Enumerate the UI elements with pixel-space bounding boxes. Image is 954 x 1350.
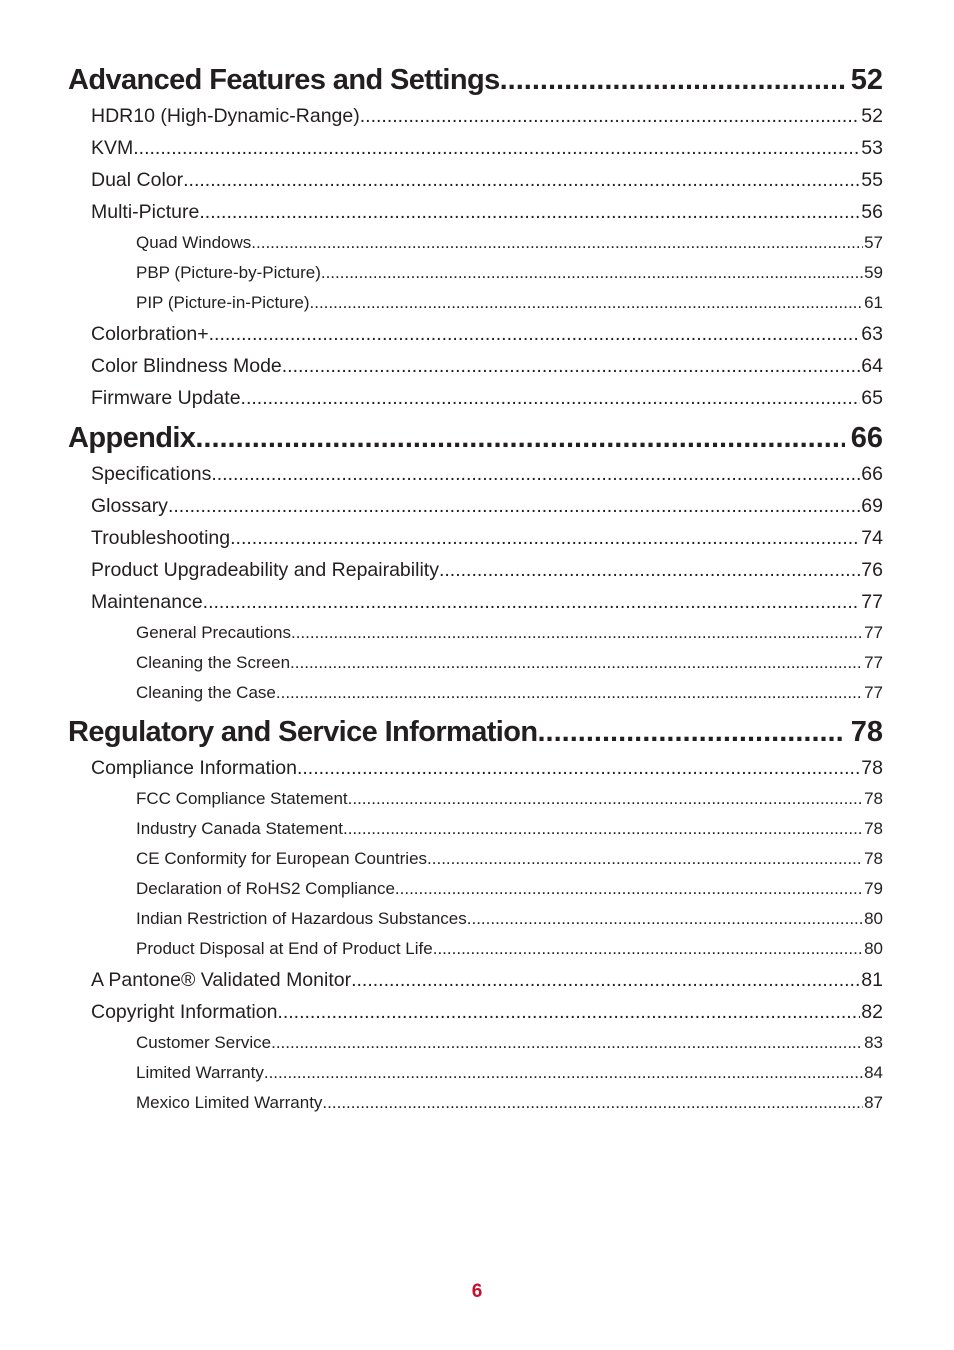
toc-entry-title: Compliance Information <box>91 757 297 779</box>
toc-entry-page: 65 <box>861 387 883 409</box>
toc-entry[interactable] <box>68 458 883 490</box>
toc-entry-page: 84 <box>864 1063 883 1082</box>
toc-entry-page: 52 <box>850 64 883 96</box>
toc-entry-title: Cleaning the Case <box>136 683 276 702</box>
dot-leader <box>211 458 860 490</box>
dot-leader <box>467 904 863 934</box>
toc-entry[interactable] <box>68 100 883 132</box>
toc-entry-title: Customer Service <box>136 1033 272 1052</box>
toc-entry-title: PIP (Picture-in-Picture) <box>136 293 310 312</box>
dot-leader <box>500 62 845 98</box>
dot-leader <box>282 350 861 382</box>
toc-entry[interactable] <box>68 196 883 228</box>
toc-entry-title: Limited Warranty <box>136 1063 264 1082</box>
dot-leader <box>351 964 860 996</box>
dot-leader <box>277 996 860 1028</box>
dot-leader <box>439 554 860 586</box>
toc-subentry[interactable] <box>68 1058 883 1088</box>
toc-entry-page: 69 <box>861 495 883 517</box>
toc-entry-title: A Pantone® Validated Monitor <box>91 969 352 991</box>
toc-entry-page: 87 <box>864 1093 883 1112</box>
toc-entry-title: Regulatory and Service Information <box>68 716 538 748</box>
toc-entry-page: 80 <box>864 909 883 928</box>
table-of-contents <box>68 62 883 1118</box>
dot-leader <box>271 1028 863 1058</box>
toc-entry-page: 77 <box>861 591 883 613</box>
toc-entry[interactable] <box>68 132 883 164</box>
toc-subentry[interactable] <box>68 618 883 648</box>
toc-entry-page: 63 <box>861 323 883 345</box>
toc-subentry[interactable] <box>68 1088 883 1118</box>
toc-subentry[interactable] <box>68 288 883 318</box>
toc-entry-page: 57 <box>864 233 883 252</box>
toc-entry-page: 52 <box>861 105 883 127</box>
dot-leader <box>427 844 863 874</box>
toc-entry-title: Dual Color <box>91 169 184 191</box>
toc-entry-title: Glossary <box>91 495 168 517</box>
dot-leader <box>310 288 864 318</box>
toc-entry-page: 78 <box>864 849 883 868</box>
toc-entry-title: Color Blindness Mode <box>91 355 282 377</box>
toc-entry-title: General Precautions <box>136 623 291 642</box>
toc-entry-title: Specifications <box>91 463 212 485</box>
toc-entry-page: 59 <box>864 263 883 282</box>
toc-entry-title: Product Disposal at End of Product Life <box>136 939 433 958</box>
dot-leader <box>322 1088 863 1118</box>
toc-entry-page: 53 <box>861 137 883 159</box>
toc-entry-page: 78 <box>864 819 883 838</box>
toc-entry[interactable] <box>68 964 883 996</box>
toc-subentry[interactable] <box>68 814 883 844</box>
dot-leader <box>297 752 860 784</box>
toc-section-heading[interactable] <box>68 714 883 750</box>
toc-entry-page: 55 <box>861 169 883 191</box>
toc-entry-page: 78 <box>850 716 883 748</box>
dot-leader <box>343 814 863 844</box>
toc-entry-title: CE Conformity for European Countries <box>136 849 428 868</box>
dot-leader <box>264 1058 863 1088</box>
toc-entry-page: 56 <box>861 201 883 223</box>
toc-entry-page: 79 <box>864 879 883 898</box>
dot-leader <box>195 420 844 456</box>
toc-entry-title: FCC Compliance Statement <box>136 789 348 808</box>
toc-entry[interactable] <box>68 490 883 522</box>
dot-leader <box>199 196 860 228</box>
toc-entry-title: Copyright Information <box>91 1001 278 1023</box>
toc-entry-page: 77 <box>864 653 883 672</box>
toc-entry-title: Multi-Picture <box>91 201 200 223</box>
toc-entry-title: HDR10 (High-Dynamic-Range) <box>91 105 360 127</box>
toc-subentry[interactable] <box>68 784 883 814</box>
toc-entry-page: 61 <box>864 293 883 312</box>
toc-subentry[interactable] <box>68 844 883 874</box>
toc-entry-title: Colorbration+ <box>91 323 209 345</box>
toc-subentry[interactable] <box>68 874 883 904</box>
dot-leader <box>395 874 863 904</box>
toc-entry-title: PBP (Picture-by-Picture) <box>136 263 321 282</box>
toc-entry-page: 66 <box>861 463 883 485</box>
dot-leader <box>133 132 860 164</box>
toc-entry-page: 81 <box>861 969 883 991</box>
toc-entry-title: KVM <box>91 137 134 159</box>
toc-entry-page: 76 <box>861 559 883 581</box>
toc-entry-page: 66 <box>850 422 883 454</box>
toc-subentry[interactable] <box>68 1028 883 1058</box>
dot-leader <box>241 382 861 414</box>
toc-subentry[interactable] <box>68 258 883 288</box>
dot-leader <box>433 934 863 964</box>
dot-leader <box>290 648 863 678</box>
dot-leader <box>251 228 863 258</box>
dot-leader <box>348 784 863 814</box>
toc-subentry[interactable] <box>68 648 883 678</box>
toc-entry-title: Troubleshooting <box>91 527 231 549</box>
toc-entry[interactable] <box>68 164 883 196</box>
toc-entry-page: 83 <box>864 1033 883 1052</box>
toc-entry-title: Mexico Limited Warranty <box>136 1093 323 1112</box>
toc-entry-title: Firmware Update <box>91 387 241 409</box>
toc-entry[interactable] <box>68 522 883 554</box>
toc-entry-page: 77 <box>864 683 883 702</box>
toc-entry-title: Declaration of RoHS2 Compliance <box>136 879 395 898</box>
dot-leader <box>321 258 863 288</box>
dot-leader <box>230 522 860 554</box>
toc-entry-page: 77 <box>864 623 883 642</box>
toc-entry[interactable] <box>68 752 883 784</box>
toc-entry-page: 64 <box>861 355 883 377</box>
toc-entry-title: Quad Windows <box>136 233 252 252</box>
toc-section-heading[interactable] <box>68 62 883 98</box>
dot-leader <box>291 618 863 648</box>
toc-subentry[interactable] <box>68 228 883 258</box>
toc-subentry[interactable] <box>68 934 883 964</box>
toc-entry[interactable] <box>68 996 883 1028</box>
toc-subentry[interactable] <box>68 678 883 708</box>
toc-entry-title: Product Upgradeability and Repairability <box>91 559 439 581</box>
toc-entry[interactable] <box>68 350 883 382</box>
toc-entry[interactable] <box>68 382 883 414</box>
dot-leader <box>360 100 861 132</box>
dot-leader <box>209 318 861 350</box>
dot-leader <box>168 490 860 522</box>
toc-entry[interactable] <box>68 554 883 586</box>
toc-entry-title: Cleaning the Screen <box>136 653 291 672</box>
toc-entry-title: Appendix <box>68 422 196 454</box>
toc-entry[interactable] <box>68 318 883 350</box>
dot-leader <box>183 164 860 196</box>
page-number: 6 <box>471 1281 483 1302</box>
toc-entry-title: Indian Restriction of Hazardous Substances <box>136 909 467 928</box>
toc-subentry[interactable] <box>68 904 883 934</box>
toc-entry[interactable] <box>68 586 883 618</box>
dot-leader <box>538 714 845 750</box>
toc-section-heading[interactable] <box>68 420 883 456</box>
toc-entry-title: Maintenance <box>91 591 203 613</box>
toc-entry-title: Advanced Features and Settings <box>68 64 500 96</box>
toc-entry-page: 78 <box>861 757 883 779</box>
toc-entry-page: 82 <box>861 1001 883 1023</box>
toc-entry-page: 74 <box>861 527 883 549</box>
dot-leader <box>276 678 863 708</box>
toc-entry-page: 78 <box>864 789 883 808</box>
toc-entry-page: 80 <box>864 939 883 958</box>
dot-leader <box>203 586 861 618</box>
toc-entry-title: Industry Canada Statement <box>136 819 343 838</box>
